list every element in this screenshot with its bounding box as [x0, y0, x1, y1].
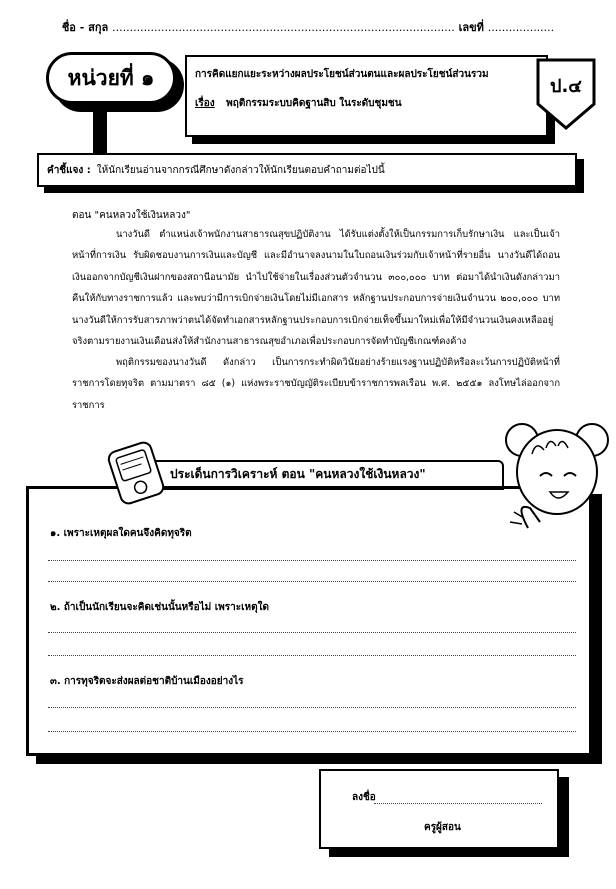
subject-text: พฤติกรรมระบบคิดฐานสิบ ในระดับชุมชน — [226, 98, 402, 109]
answer-line[interactable] — [48, 655, 576, 656]
number-label: เลขที่ — [458, 21, 484, 34]
number-field[interactable]: ................... — [487, 21, 555, 34]
question-1: ๑. เพราะเหตุผลใดคนจึงคิดทุจริต — [50, 528, 192, 539]
signature-label: ลงชื่อ — [352, 792, 376, 803]
answer-line[interactable] — [48, 731, 576, 732]
instruction-text: ให้นักเรียนอ่านจากกรณีศึกษาดังกล่าวให้นักเรียนตอบคำถามต่อไปนี้ — [96, 164, 385, 176]
answer-line[interactable] — [48, 707, 576, 708]
signature-box — [319, 769, 559, 849]
answer-line[interactable] — [48, 632, 576, 633]
grade-label: ป.๔ — [550, 76, 582, 97]
subject-label: เรื่อง — [195, 98, 215, 109]
signature-role: ครูผู้สอน — [424, 822, 461, 833]
question-3: ๓. การทุจริตจะส่งผลต่อชาติบ้านเมืองอย่างไร — [50, 676, 244, 687]
girl-cartoon-icon — [500, 410, 612, 530]
answer-line[interactable] — [48, 560, 576, 561]
story-paragraph-1: นางวันดี ตำแหน่งเจ้าพนักงานสาธารณสุขปฏิบัติงาน ได้รับแต่งตั้งให้เป็นกรรมการเก็บรักษาเงิน และเป็นเจ้าหน้าที่การเงิน รับผิดชอบงานการเงินและบัญชี และมีอำนาจลงนามในใบถอนเงินร่วมกับเจ้าหน้าที่รายอื่น นางวันดีได้ถอนเงินออกจากบัญชีเงินฝากของสถานีอนามัย นำไปใช้จ่ายในเรื่องส่วนตัวจำนวน ๓๐๐,๐๐๐ บาท ต่อมาได้นำเงินดังกล่าวมาคืนให้กับทางราชการแล้ว และพบว่ามีการเบิกจ่ายเงินโดยไม่มีเอกสาร หลักฐานประกอบการจ่ายเงินจำนวน ๒๐๐,๐๐๐ บาท นางวันดีให้การรับสารภาพว่าตนได้จัดทำเอกสารหลักฐานประกอบการเบิกจ่ายเท็จขึ้นมาใหม่เพื่อให้มีจำนวนเงินคงเหลืออยู่จริงตามรายงานเงินเดือนส่งให้สำนักงานสาธารณสุขอำเภอเพื่อประกอบการจัดทำบัญชีเกณฑ์คงค้าง — [72, 229, 560, 348]
tablet-icon — [100, 440, 172, 506]
signature-field[interactable] — [374, 803, 542, 804]
name-label: ชื่อ - สกุล — [61, 21, 109, 34]
grade-badge — [536, 58, 596, 130]
story-title: ตอน "คนหลวงใช้เงินหลวง" — [72, 210, 191, 221]
subject-line — [195, 98, 402, 109]
unit-badge — [46, 52, 176, 104]
instruction-key: คำชี้แจง : — [47, 164, 91, 176]
name-field[interactable]: .................................................................................................. — [112, 21, 455, 34]
student-info-line — [0, 18, 616, 36]
question-2: ๒. ถ้าเป็นนักเรียนจะคิดเช่นนั้นหรือไม่ เพราะเหตุใด — [50, 602, 269, 613]
instruction-box — [37, 153, 577, 187]
analysis-heading-tab — [148, 460, 504, 490]
unit-label: หน่วยที่ ๑ — [67, 65, 155, 90]
analysis-heading: ประเด็นการวิเคราะห์ ตอน "คนหลวงใช้เงินหลวง" — [170, 466, 426, 481]
story-paragraph-2: พฤติกรรมของนางวันดี ดังกล่าว เป็นการกระทำผิดวินัยอย่างร้ายแรงฐานปฏิบัติหรือละเว้นการปฏิบัติหน้าที่ราชการโดยทุจริต ตามมาตรา ๘๕ (๑) แห่งพระราชบัญญัติระเบียบข้าราชการพลเรือน พ.ศ. ๒๕๕๑ ลงโทษไล่ออกจากราชการ — [72, 357, 560, 411]
title-box — [185, 55, 548, 137]
answer-line[interactable] — [48, 581, 576, 582]
title-line: การคิดแยกแยะระหว่างผลประโยชน์ส่วนตนและผลประโยชน์ส่วนรวม — [195, 69, 489, 80]
